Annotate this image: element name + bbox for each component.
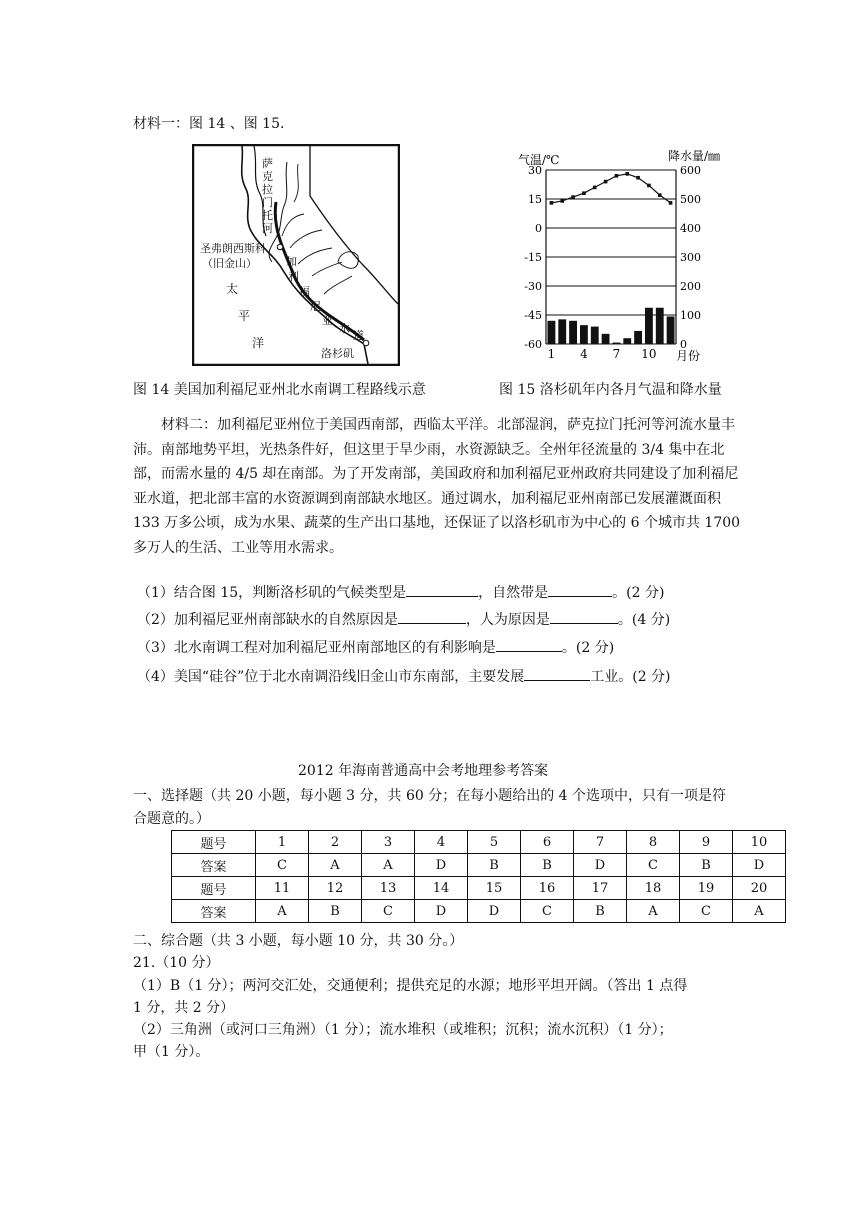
section1-line1: 一、选择题（共 20 小题，每小题 3 分，共 60 分；在每小题给出的 4 个选项中，只有一项是符 <box>133 788 727 804</box>
blank-3[interactable] <box>496 637 562 652</box>
left-tick-label: -60 <box>524 338 542 351</box>
right-axis-title: 降水量/㎜ <box>668 149 721 163</box>
temperature-point <box>669 201 673 205</box>
blank-4[interactable] <box>524 666 590 681</box>
question-1: （1）结合图 15，判断洛杉矶的气候类型是 ，自然带是 。(2 分) <box>137 582 664 603</box>
climate-chart <box>510 146 750 366</box>
q21-heading: 21.（10 分） <box>133 955 220 971</box>
answers-title: 2012 年海南普通高中会考地理参考答案 <box>298 763 549 779</box>
temperature-point <box>571 195 575 199</box>
answer-21-2-line2: 甲（1 分）。 <box>133 1044 210 1060</box>
precip-bar <box>548 321 556 344</box>
aqueduct-label-7: 道 <box>353 329 364 342</box>
temperature-point <box>625 172 629 176</box>
temperature-point <box>593 186 597 190</box>
left-axis-title: 气温/℃ <box>518 153 560 167</box>
x-axis-title: 月份 <box>676 349 701 363</box>
fig15-caption: 图 15 洛杉矶年内各月气温和降水量 <box>499 382 722 398</box>
right-tick-label: 200 <box>680 280 701 293</box>
ocean-label-1: 太 <box>226 282 239 296</box>
blank-1b[interactable] <box>548 582 612 597</box>
x-tick-label: 7 <box>612 347 621 361</box>
table-row: 答案 A B C D D C B A C A <box>172 900 786 923</box>
blank-2a[interactable] <box>398 609 466 624</box>
precip-bar <box>613 343 621 344</box>
x-tick-label: 1 <box>547 347 556 361</box>
right-tick-label: 400 <box>680 222 701 235</box>
left-tick-label: 0 <box>535 222 542 235</box>
precip-bar <box>569 321 577 344</box>
right-tick-label: 100 <box>680 309 701 322</box>
ocean-label-3: 洋 <box>252 336 265 350</box>
temperature-point <box>604 180 608 184</box>
river-label: 萨 克 拉 门 托 河 <box>262 157 273 235</box>
table-row: 题号 1 2 3 4 5 6 7 8 9 10 <box>172 831 786 854</box>
ocean-label-2: 平 <box>238 309 251 323</box>
table-row: 答案 C A A D B B D C B D <box>172 854 786 877</box>
aqueduct-label-6: 水 <box>339 322 350 335</box>
table-row: 题号 11 12 13 14 15 16 17 18 19 20 <box>172 877 786 900</box>
question-4: （4）美国“硅谷”位于北水南调沿线旧金山市东南部，主要发展 工业。(2 分) <box>137 666 671 687</box>
aqueduct-label-4: 尼 <box>310 300 321 313</box>
left-tick-label: -30 <box>524 280 542 293</box>
temperature-point <box>550 201 554 205</box>
material2-paragraph: 材料二：加利福尼亚州位于美国西南部，西临太平洋。北部湿润，萨克拉门托河等河流水量丰沛。南部地势平坦，光热条件好，但这里于旱少雨，水资源缺乏。全州年径流量的 3/4 集中在北部，而需水量的 4/5 却在南部。为了开发南部，美国政府和加利福尼亚州政府共同建设了加利福尼亚水道，把北部丰富的水资源调到南部缺水地区。通过调水，加利福尼亚州南部已发展灌溉面积 133 万多公顷，成为水果、蔬菜的生产出口基地，还保证了以洛杉矶市为中心的 6 个城市共 1700 多万人的生活、工业等用水需求。 <box>133 417 741 556</box>
answer-21-2-line1: （2）三角洲（或河口三角洲）（1 分）；流水堆积（或堆积；沉积；流水沉积）（1 分）； <box>133 1022 673 1038</box>
temperature-point <box>636 176 640 180</box>
temperature-point <box>615 174 619 178</box>
answer-table <box>171 830 786 923</box>
left-tick-label: -45 <box>524 309 542 322</box>
aqueduct-label-5: 亚 <box>322 314 333 327</box>
la-label: 洛杉矶 <box>321 347 354 360</box>
right-tick-label: 500 <box>680 193 701 206</box>
answer-21-1-line1: （1）B（1 分）；两河交汇处，交通便利；提供充足的水源；地形平坦开阔。（答出 1 点得 <box>133 978 688 994</box>
california-map <box>192 144 400 366</box>
answer-21-1-line2: 1 分，共 2 分） <box>133 1000 235 1016</box>
x-tick-label: 10 <box>641 347 657 361</box>
precip-bar <box>634 331 642 344</box>
x-tick-label: 4 <box>580 347 588 361</box>
question-3: （3）北水南调工程对加利福尼亚州南部地区的有利影响是 。(2 分) <box>137 637 614 658</box>
temperature-point <box>647 184 651 188</box>
temperature-point <box>582 191 586 195</box>
section1-line2: 合题意的。） <box>133 811 210 827</box>
precip-bar <box>656 308 664 344</box>
temperature-point <box>658 193 662 197</box>
sf-label: 圣弗朗西斯科 <box>200 242 266 255</box>
precip-bar <box>602 334 610 344</box>
left-tick-label: -15 <box>524 251 542 264</box>
aqueduct-label-1: 加 <box>286 255 297 268</box>
blank-1a[interactable] <box>406 582 478 597</box>
precip-bar <box>591 327 599 344</box>
right-tick-label: 300 <box>680 251 701 264</box>
left-tick-label: 30 <box>528 164 542 177</box>
precip-bar <box>623 338 631 344</box>
precip-bar <box>580 325 588 344</box>
aqueduct-label-3: 福 <box>299 285 310 298</box>
sf-alt-label: （旧金山） <box>202 257 257 270</box>
temperature-point <box>560 199 564 203</box>
climate-chart-svg <box>510 146 750 366</box>
precip-bar <box>645 308 653 344</box>
right-tick-label: 0 <box>680 338 687 351</box>
section2-heading: 二、综合题（共 3 小题，每小题 10 分，共 30 分。） <box>133 933 464 949</box>
right-tick-label: 600 <box>680 164 701 177</box>
precip-bar <box>558 319 566 344</box>
fig14-caption: 图 14 美国加利福尼亚州北水南调工程路线示意 <box>133 382 426 398</box>
aqueduct-label-2: 利 <box>288 270 299 283</box>
material1-heading: 材料一：图 14 、图 15. <box>133 116 285 132</box>
left-tick-label: 15 <box>528 193 542 206</box>
blank-2b[interactable] <box>550 609 618 624</box>
question-2: （2）加利福尼亚州南部缺水的自然原因是 ，人为原因是 。(4 分) <box>137 609 670 630</box>
precip-bar <box>667 316 675 344</box>
